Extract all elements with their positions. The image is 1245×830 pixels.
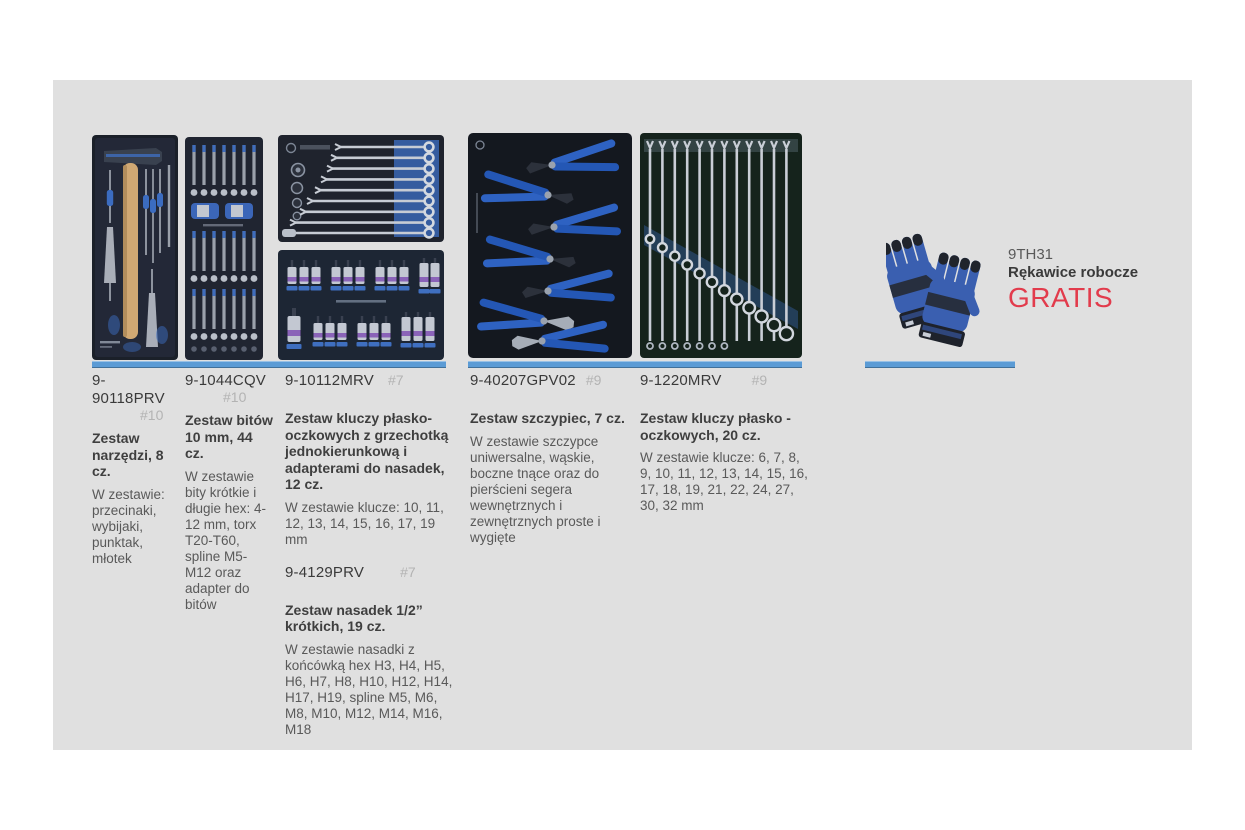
product-code: 9-4129PRV: [285, 563, 365, 581]
gloves-photo: [886, 226, 996, 361]
product-code-line: [640, 372, 812, 390]
product-column-4: [470, 372, 635, 546]
gratis-label: GRATIS: [1008, 282, 1114, 313]
product-code: 9-40207GPV02: [470, 372, 576, 389]
product-title: Zestaw szczypiec, 7 cz.: [470, 410, 625, 426]
product-title: Zestaw kluczy płasko-oczkowych z grzechotką jednokierunkową i adapterami do nasadek, 12 cz.: [285, 410, 449, 492]
product-code-line: [285, 372, 453, 390]
product-title: Zestaw narzędzi, 8 cz.: [92, 430, 164, 479]
promo-block: [1008, 246, 1228, 313]
product-column-5: [640, 372, 812, 514]
product-photo-wrench-set: [640, 133, 802, 358]
bits-tray-image: [185, 137, 263, 360]
ratchet-wrench-tray-image: [278, 135, 444, 242]
product-photo-tool-set: [92, 135, 178, 360]
product-column-1: [92, 372, 178, 567]
catalog-ref: #7: [400, 563, 416, 580]
product-code: 9-1220MRV: [640, 372, 722, 389]
catalog-ref: #10: [223, 389, 247, 405]
product-description: W zestawie szczypce uniwersalne, wąskie, boczne tnące oraz do pierścieni segera wewnętrznych i zewnętrznych proste i wygięte: [470, 433, 601, 545]
product-title: Zestaw nasadek 1/2” krótkich, 19 cz.: [285, 601, 423, 634]
product-description: W zestawie bity krótkie i długie hex: 4-12 mm, torx T20-T60, spline M5-M12 oraz adapter do bitów: [185, 468, 267, 612]
socket-tray-image: [278, 250, 444, 360]
catalog-ref: #9: [751, 372, 768, 388]
catalog-ref: #9: [585, 372, 602, 388]
catalog-ref: #7: [388, 372, 404, 388]
product-column-2: [185, 372, 273, 613]
product-photo-pliers-set: [468, 133, 632, 358]
product-title: Zestaw bitów 10 mm, 44 cz.: [185, 412, 273, 461]
work-gloves-image: [886, 226, 996, 356]
product-code: 9-10112MRV: [285, 372, 374, 389]
product-photo-socket-set: [278, 250, 444, 360]
product-column-3: [285, 372, 453, 738]
accent-underline: [92, 361, 446, 368]
product-code-line: [285, 564, 453, 582]
promo-product-name: Rękawice robocze: [1008, 264, 1139, 281]
product-description: W zestawie: przecinaki, wybijaki, punktak, młotek: [92, 486, 165, 566]
content-panel: [53, 80, 1192, 750]
product-code: 9-90118PRV: [92, 372, 165, 407]
pliers-tray-image: [468, 133, 632, 358]
product-description: W zestawie klucze: 6, 7, 8, 9, 10, 11, 12, 13, 14, 15, 16, 17, 18, 19, 21, 22, 24, 27, 30, 32 mm: [640, 450, 808, 513]
product-photo-bits-set: [185, 137, 263, 360]
hammer-tool-tray-image: [92, 135, 178, 360]
promo-product-code: 9TH31: [1008, 246, 1054, 263]
accent-underline: [865, 361, 1015, 368]
accent-underline: [468, 361, 802, 368]
product-photo-ratchet-wrenches: [278, 135, 444, 242]
product-code-line: [470, 372, 635, 390]
product-title: Zestaw kluczy płasko - oczkowych, 20 cz.: [640, 410, 791, 443]
product-description: W zestawie klucze: 10, 11, 12, 13, 14, 15, 16, 17, 19 mm: [285, 499, 444, 547]
product-block-secondary: [285, 564, 453, 738]
product-description: W zestawie nasadki z końcówką hex H3, H4, H5, H6, H7, H8, H10, H12, H14, H17, H19, spline M5, M6, M8, M10, M12, M14, M16, M18: [285, 641, 453, 737]
catalog-ref: #10: [140, 407, 164, 423]
product-code: 9-1044CQV: [185, 372, 267, 389]
wrench-tray-image: [640, 133, 802, 358]
